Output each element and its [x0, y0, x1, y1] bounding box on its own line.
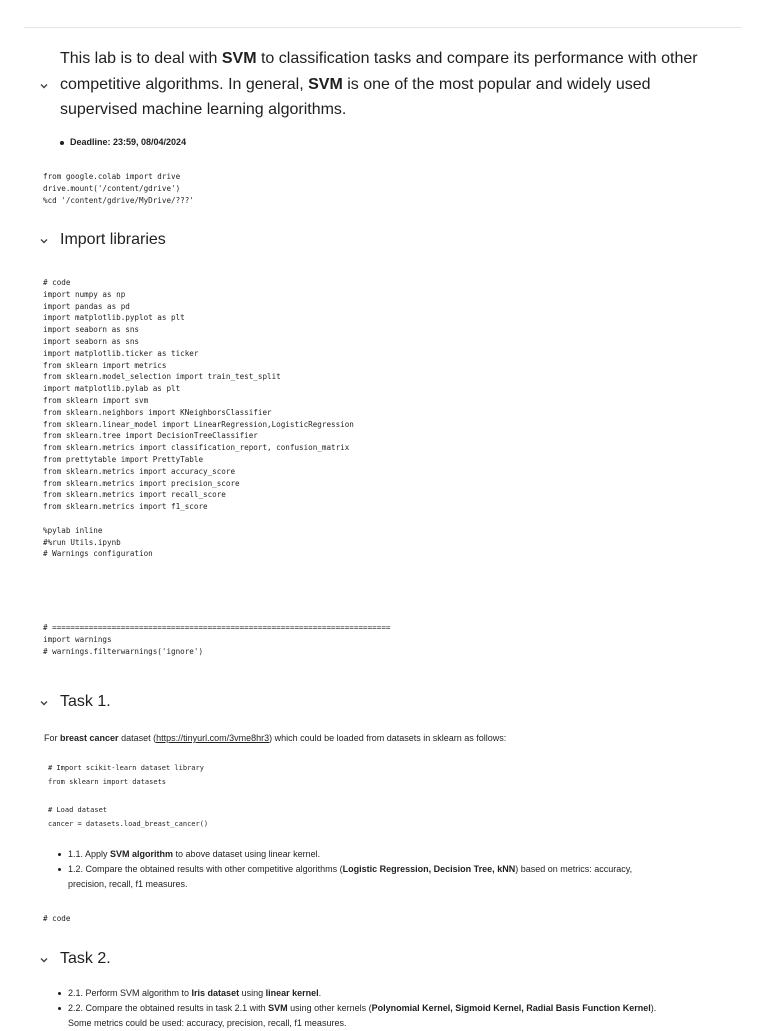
import-code-cell[interactable]: # code import numpy as np import pandas as pd import matplotlib.pyplot as plt import seaborn as sns import seaborn as sns import matplotlib.ticker as ticker from sklearn import metrics from sklearn.model_selection import train_test_split import matplotlib.pylab as plt from sklearn import svm from sklearn.neighbors import KNeighborsClassifier from sklearn.linear_model import LinearRegression,LogisticRegression from sklearn.tree import DecisionTreeClassifier from sklearn.metrics import classification_report, confusion_matrix from prettytable import PrettyTable from sklearn.metrics import accuracy_score from sklearn.metrics import precision_score from sklearn.metrics import recall_score from sklearn.metrics import f1_score %pylab inline #%run Utils.ipynb # Warnings configuration [43, 278, 354, 559]
task2-heading: Task 2. [60, 950, 111, 967]
task1-dataset-code: # Import scikit-learn dataset library from sklearn import datasets # Load dataset cancer = datasets.load_breast_cancer() [48, 764, 209, 828]
task2-bullet-2.2: 2.2. Compare the obtained results in task 2.1 with SVM using other kernels (Polynomial Kernel, Sigmoid Kernel, Radial Basis Function Kernel). Some metrics could be used: accuracy, precision, recall, f1 measures. [58, 1001, 658, 1031]
collapse-intro-chevron-icon[interactable] [38, 80, 50, 92]
warnings-code-cell[interactable]: # ========================================================================== import warnings # warnings.filterwarnings('ignore') [43, 623, 391, 656]
collapse-task1-chevron-icon[interactable] [38, 697, 50, 709]
task1-heading: Task 1. [60, 693, 111, 710]
import-libraries-heading: Import libraries [60, 231, 166, 248]
bullet-icon [60, 141, 64, 145]
task1-bullet-1.1: 1.1. Apply SVM algorithm to above dataset using linear kernel. [58, 847, 658, 862]
task1-code-cell[interactable]: # code [43, 914, 71, 923]
intro-text: This lab is to deal with SVM to classification tasks and compare its performance with other competitive algorithms. In general, SVM is one of the most popular and widely used supervised machine learning algorithms. [60, 50, 698, 118]
task2-bullet-2.1: 2.1. Perform SVM algorithm to Iris dataset using linear kernel. [58, 986, 658, 1001]
task1-description: For breast cancer dataset (https://tinyurl.com/3vme8hr3) which could be loaded from datasets in sklearn as follows: [44, 733, 507, 743]
collapse-import-chevron-icon[interactable] [38, 235, 50, 247]
task1-bullet-1.2: 1.2. Compare the obtained results with other competitive algorithms (Logistic Regression, Decision Tree, kNN) based on metrics: accuracy, precision, recall, f1 measures. [58, 862, 658, 892]
top-divider [24, 27, 742, 28]
drive-code-cell[interactable]: from google.colab import drive drive.mount('/content/gdrive') %cd '/content/gdrive/MyDrive/???' [43, 172, 194, 205]
task1-bullet-list [58, 847, 658, 892]
breast-cancer-link[interactable]: https://tinyurl.com/3vme8hr3 [156, 733, 270, 743]
collapse-task2-chevron-icon[interactable] [38, 954, 50, 966]
task2-bullet-list [58, 986, 658, 1031]
deadline-item: Deadline: 23:59, 08/04/2024 [60, 137, 186, 147]
